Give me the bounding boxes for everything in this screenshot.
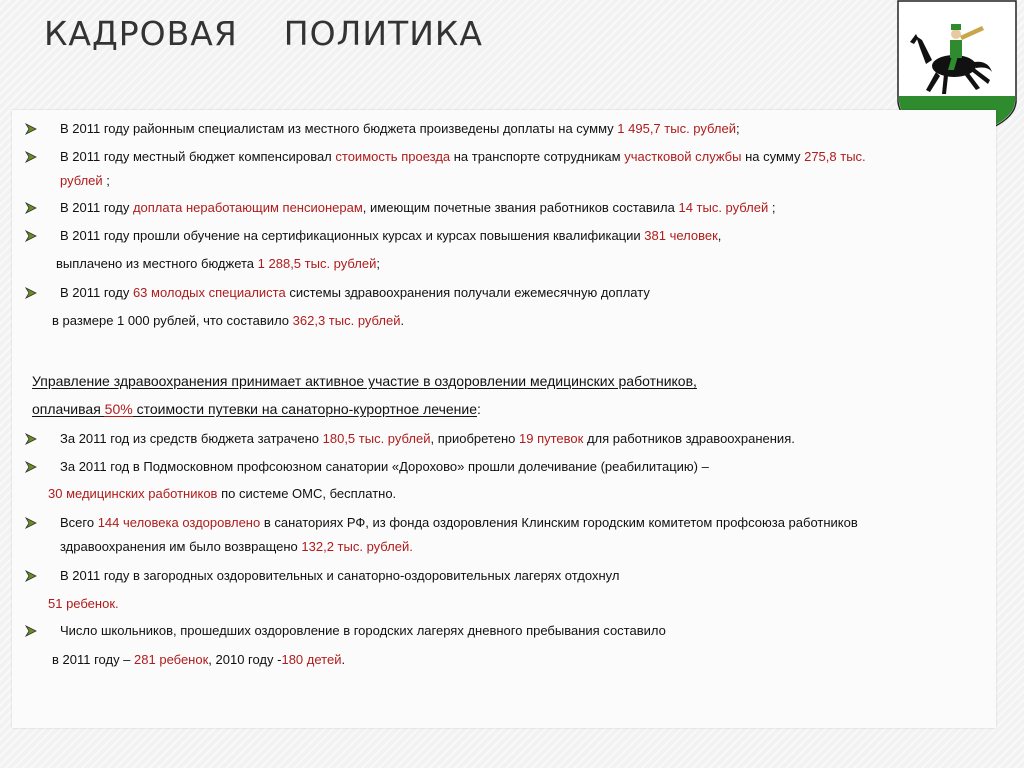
text-line <box>52 651 345 669</box>
text-run: В 2011 году местный бюджет компенсировал <box>60 149 336 164</box>
highlight-text: 275,8 тыс. <box>804 149 866 164</box>
text-run: на транспорте сотрудникам <box>450 149 625 164</box>
text-run: : <box>476 401 481 417</box>
arrow-bullet-icon <box>24 286 38 300</box>
highlight-text: 180,5 тыс. рублей <box>322 431 431 446</box>
highlight-text: 381 человек <box>644 228 718 243</box>
text-line <box>60 172 110 190</box>
content-panel <box>12 110 996 728</box>
arrow-bullet-icon <box>24 516 38 530</box>
text-run: . <box>400 313 405 328</box>
text-run: выплачено из местного бюджета <box>56 256 258 271</box>
highlight-text: 362,3 тыс. рублей <box>292 313 401 328</box>
text-run: ; <box>376 256 380 271</box>
page-title: КАДРОВАЯ ПОЛИТИКА <box>44 14 483 53</box>
text-line <box>52 312 404 330</box>
text-run: , приобретено <box>430 431 519 446</box>
highlight-text: участковой службы <box>624 149 742 164</box>
text-run: . <box>341 652 346 667</box>
text-line <box>32 372 697 390</box>
arrow-bullet-icon <box>24 150 38 164</box>
text-run: по системе ОМС, бесплатно. <box>217 486 397 501</box>
text-line <box>60 199 775 217</box>
text-run: для работников здравоохранения. <box>583 431 795 446</box>
text-run: За 2011 год в Подмосковном профсоюзном санатории «Дорохово» прошли долечивание (реабилитацию) – <box>60 459 709 474</box>
arrow-bullet-icon <box>24 569 38 583</box>
text-run: , 2010 году - <box>208 652 282 667</box>
highlight-text: 14 тыс. рублей <box>678 200 769 215</box>
text-line <box>60 538 413 556</box>
text-run: В 2011 году <box>60 200 133 215</box>
arrow-bullet-icon <box>24 229 38 243</box>
text-line <box>32 400 481 418</box>
text-run: Всего <box>60 515 98 530</box>
highlight-text: 30 медицинских работников <box>48 486 218 501</box>
highlight-text: 144 человека оздоровлено <box>97 515 261 530</box>
highlight-text: рублей <box>60 173 103 188</box>
arrow-bullet-icon <box>24 624 38 638</box>
text-run: ; <box>768 200 776 215</box>
text-block <box>12 110 996 728</box>
text-run: Число школьников, прошедших оздоровление в городских лагерях дневного пребывания составило <box>60 623 666 638</box>
text-run: В 2011 году районным специалистам из местного бюджета произведены доплаты на сумму <box>60 121 618 136</box>
text-run: на сумму <box>741 149 805 164</box>
highlight-text: 63 молодых специалиста <box>132 285 286 300</box>
arrow-bullet-icon <box>24 201 38 215</box>
text-line <box>60 284 650 302</box>
highlight-text: 50% <box>104 401 133 417</box>
text-run: здравоохранения им было возвращено <box>60 539 302 554</box>
highlight-text: 1 495,7 тыс. рублей <box>617 121 736 136</box>
text-run: , имеющим почетные звания работников составила <box>362 200 679 215</box>
highlight-text: 180 детей <box>281 652 342 667</box>
text-line <box>60 567 619 585</box>
highlight-text: 51 ребенок. <box>48 596 119 611</box>
text-run: Управление здравоохранения принимает активное участие в оздоровлении медицинских работников, <box>32 373 697 389</box>
text-run: ; <box>735 121 740 136</box>
highlight-text: 281 ребенок <box>134 652 209 667</box>
text-line <box>60 514 858 532</box>
text-run: В 2011 году прошли обучение на сертификационных курсах и курсах повышения квалификации <box>60 228 645 243</box>
text-run: В 2011 году в загородных оздоровительных и санаторно-оздоровительных лагерях отдохнул <box>60 568 620 583</box>
text-run: системы здравоохранения получали ежемесячную доплату <box>285 285 650 300</box>
arrow-bullet-icon <box>24 432 38 446</box>
text-line <box>60 148 866 166</box>
text-line <box>60 120 740 138</box>
text-line <box>60 622 666 640</box>
text-line <box>48 485 396 503</box>
text-run: в санаториях РФ, из фонда оздоровления Клинским городским комитетом профсоюза работников <box>260 515 858 530</box>
arrow-bullet-icon <box>24 122 38 136</box>
text-line <box>60 458 709 476</box>
text-run: оплачивая <box>32 401 105 417</box>
text-run: стоимости путевки на санаторно-курортное лечение <box>132 401 477 417</box>
text-run: ; <box>102 173 110 188</box>
highlight-text: стоимость проезда <box>335 149 451 164</box>
text-line <box>56 255 380 273</box>
text-run: , <box>717 228 722 243</box>
highlight-text: 1 288,5 тыс. рублей <box>257 256 377 271</box>
text-line <box>48 595 119 613</box>
text-run: В 2011 году <box>60 285 133 300</box>
text-run: в размере 1 000 рублей, что составило <box>52 313 293 328</box>
highlight-text: 132,2 тыс. рублей. <box>301 539 413 554</box>
arrow-bullet-icon <box>24 460 38 474</box>
text-line <box>60 430 795 448</box>
highlight-text: доплата неработающим пенсионерам <box>132 200 363 215</box>
text-run: За 2011 год из средств бюджета затрачено <box>60 431 323 446</box>
text-run: в 2011 году – <box>52 652 135 667</box>
highlight-text: 19 путевок <box>519 431 584 446</box>
text-line <box>60 227 721 245</box>
